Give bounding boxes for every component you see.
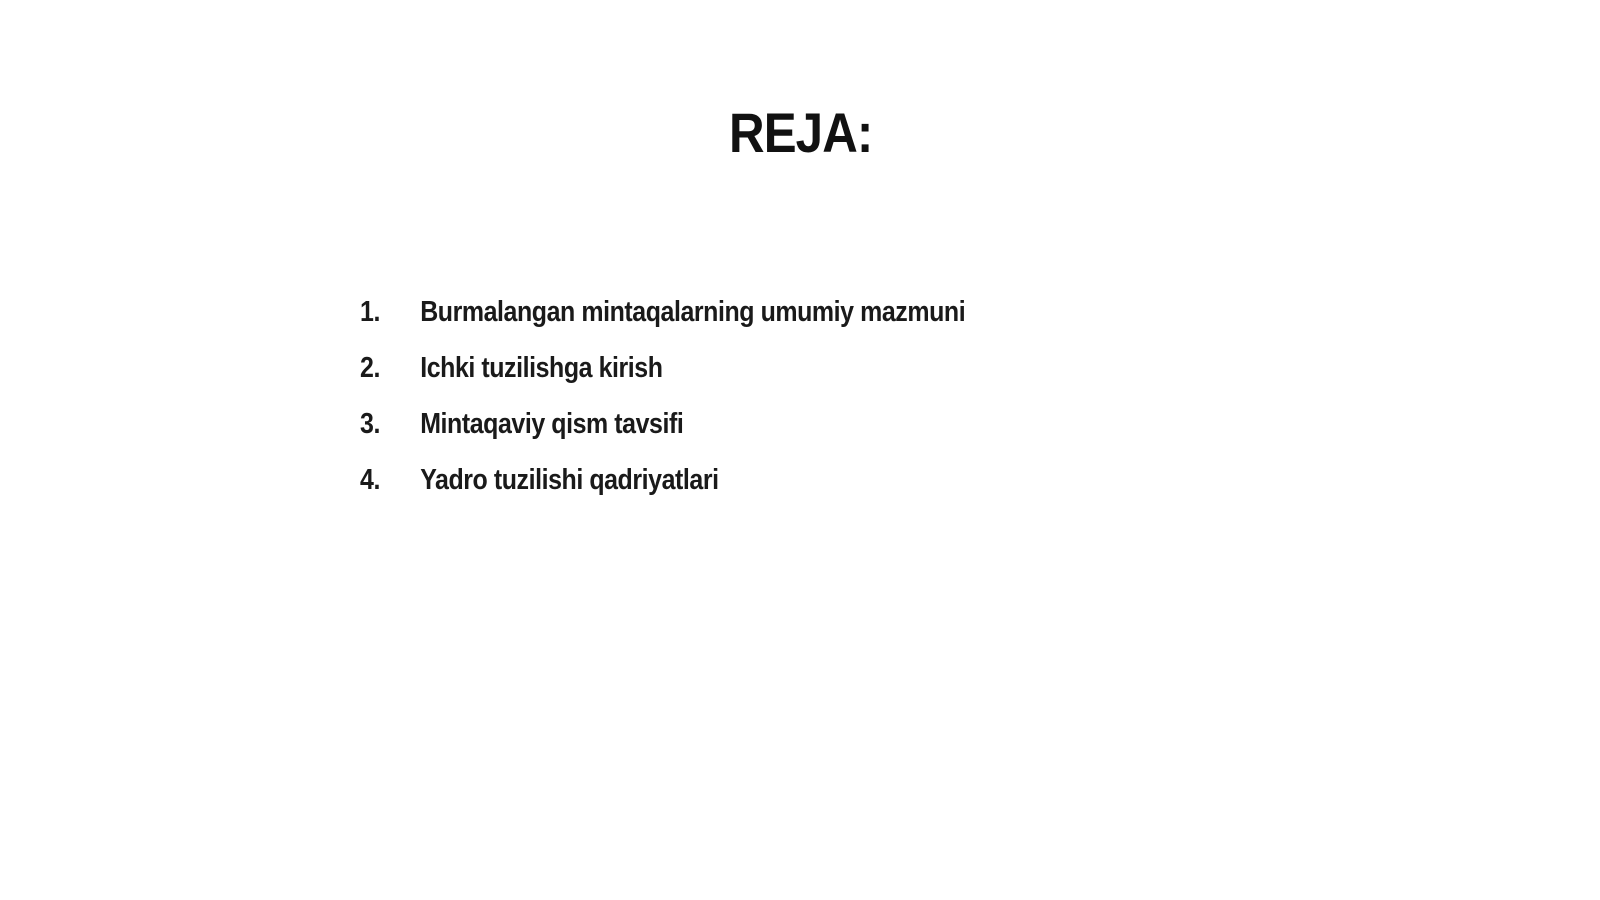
list-item-number: 1. xyxy=(360,296,380,328)
list-item-number: 4. xyxy=(360,464,380,496)
list-item xyxy=(360,396,965,452)
slide-title: REJA: xyxy=(728,101,873,164)
list-item-text: Mintaqaviy qism tavsifi xyxy=(420,408,684,440)
plan-list xyxy=(360,284,1064,508)
list-item-text: Burmalangan mintaqalarning umumiy mazmuni xyxy=(420,296,966,328)
list-item xyxy=(360,340,965,396)
list-item xyxy=(360,284,965,340)
list-item-text: Yadro tuzilishi qadriyatlari xyxy=(420,464,719,496)
list-item-number: 3. xyxy=(360,408,380,440)
list-item-text: Ichki tuzilishga kirish xyxy=(420,352,663,384)
list-item-number: 2. xyxy=(360,352,380,384)
list-item xyxy=(360,452,965,508)
